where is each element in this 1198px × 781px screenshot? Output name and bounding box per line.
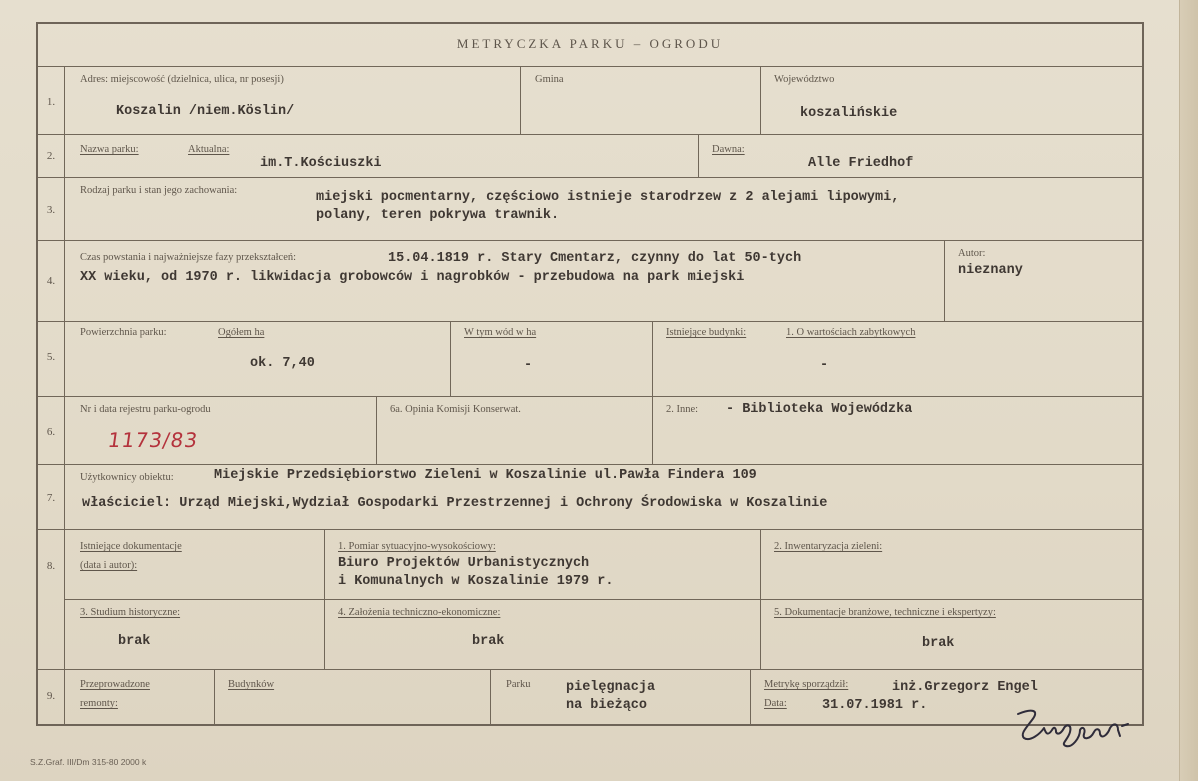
- row-divider: [38, 464, 1142, 465]
- address-label: Adres: miejscowość (dzielnica, ulica, nr posesji): [80, 74, 284, 85]
- register-label: Nr i data rejestru parku-ogrodu: [80, 404, 211, 415]
- col-divider: [214, 669, 215, 724]
- date-value: 31.07.1981 r.: [822, 698, 928, 713]
- signature: [1010, 700, 1140, 752]
- conservator-opinion-label: 6a. Opinia Komisji Konserwat.: [390, 404, 521, 415]
- study-label: 3. Studium historyczne:: [80, 607, 181, 618]
- col-divider: [652, 396, 653, 464]
- row-number: 4.: [46, 275, 56, 287]
- former-name-label: Dawna:: [712, 144, 745, 155]
- row-divider: [38, 321, 1142, 322]
- survey-value-line2: i Komunalnych w Koszalinie 1979 r.: [338, 574, 614, 589]
- buildings-renovations-label: Budynków: [228, 679, 275, 690]
- col-divider: [944, 240, 945, 321]
- total-area-value: ok. 7,40: [250, 356, 315, 371]
- row-divider: [38, 396, 1142, 397]
- col-divider: [698, 134, 699, 177]
- assumptions-value: brak: [472, 634, 505, 649]
- park-type-value-line1: miejski pocmentarny, częściowo istnieje starodrzew z 2 alejami lipowymi,: [316, 190, 900, 205]
- row-number: 9.: [46, 690, 56, 702]
- prepared-by-value: inż.Grzegorz Engel: [892, 680, 1038, 695]
- survey-value-line1: Biuro Projektów Urbanistycznych: [338, 556, 590, 571]
- gmina-label: Gmina: [535, 74, 564, 85]
- wojewodztwo-label: Województwo: [774, 74, 835, 85]
- form-title: METRYCZKA PARKU – OGRODU: [456, 36, 724, 51]
- col-divider: [490, 669, 491, 724]
- other-label: 2. Inne:: [666, 404, 699, 415]
- form-frame: [36, 22, 1144, 726]
- row-divider: [38, 240, 1142, 241]
- buildings-label: Istniejące budynki:: [666, 327, 747, 338]
- current-name-label: Aktualna:: [188, 144, 230, 155]
- row-number: 7.: [46, 492, 56, 504]
- renovations-label: Przeprowadzone: [80, 679, 150, 690]
- author-value: nieznany: [958, 263, 1023, 278]
- park-renovations-value-line1: pielęgnacja: [566, 680, 656, 695]
- col-divider: [760, 529, 761, 669]
- row-divider: [38, 669, 1142, 670]
- historic-buildings-value: -: [820, 358, 829, 373]
- park-name-label: Nazwa parku:: [80, 144, 139, 155]
- register-value: 1173/83: [106, 428, 200, 452]
- inventory-label: 2. Inwentaryzacja zieleni:: [774, 541, 883, 552]
- branch-docs-label: 5. Dokumentacje branżowe, techniczne i ekspertyzy:: [774, 607, 996, 618]
- area-label: Powierzchnia parku:: [80, 327, 167, 338]
- other-value: - Biblioteka Wojewódzka: [726, 402, 913, 417]
- print-footer: S.Z.Graf. III/Dm 315-80 2000 k: [30, 757, 147, 767]
- users-value: Miejskie Przedsiębiorstwo Zieleni w Koszalinie ul.Pawła Findera 109: [214, 468, 757, 483]
- row-divider: [38, 529, 1142, 530]
- history-value-line2: XX wieku, od 1970 r. likwidacja grobowców i nagrobków - przebudowa na park miejski: [80, 270, 745, 285]
- col-divider: [760, 66, 761, 134]
- col-divider: [376, 396, 377, 464]
- study-value: brak: [118, 634, 151, 649]
- row-number: 5.: [46, 351, 56, 363]
- row-number: 1.: [46, 96, 56, 108]
- history-label: Czas powstania i najważniejsze fazy przekształceń:: [80, 252, 297, 263]
- address-value: Koszalin /niem.Köslin/: [116, 104, 295, 119]
- existing-docs-sub-label: (data i autor):: [80, 560, 138, 571]
- renovations-label-2: remonty:: [80, 698, 118, 709]
- total-area-label: Ogółem ha: [218, 327, 265, 338]
- history-value-line1: 15.04.1819 r. Stary Cmentarz, czynny do lat 50-tych: [388, 251, 802, 266]
- park-renovations-label: Parku: [506, 679, 531, 690]
- historic-buildings-label: 1. O wartościach zabytkowych: [786, 327, 916, 338]
- row-number: 2.: [46, 150, 56, 162]
- water-area-value: -: [524, 358, 533, 373]
- row-divider: [38, 134, 1142, 135]
- users-label: Użytkownicy obiektu:: [80, 472, 174, 483]
- existing-docs-label: Istniejące dokumentacje: [80, 541, 182, 552]
- park-type-value-line2: polany, teren pokrywa trawnik.: [316, 208, 560, 223]
- survey-label: 1. Pomiar sytuacyjno-wysokościowy:: [338, 541, 496, 552]
- row-number: 3.: [46, 204, 56, 216]
- former-name-value: Alle Friedhof: [808, 156, 914, 171]
- author-label: Autor:: [958, 248, 986, 259]
- row-divider: [38, 177, 1142, 178]
- assumptions-label: 4. Założenia techniczno-ekonomiczne:: [338, 607, 501, 618]
- col-divider: [450, 321, 451, 396]
- row-divider: [38, 66, 1142, 67]
- number-column-line: [64, 66, 65, 724]
- row-subdivider: [64, 599, 1142, 600]
- col-divider: [324, 529, 325, 669]
- current-name-value: im.T.Kościuszki: [260, 156, 382, 171]
- park-type-label: Rodzaj parku i stan jego zachowania:: [80, 185, 238, 196]
- date-label: Data:: [764, 698, 787, 709]
- prepared-by-label: Metrykę sporządził:: [764, 679, 849, 690]
- col-divider: [520, 66, 521, 134]
- owner-value: właściciel: Urząd Miejski,Wydział Gospodarki Przestrzennej i Ochrony Środowiska w Koszalinie: [82, 496, 828, 511]
- col-divider: [750, 669, 751, 724]
- binding-edge: [1179, 0, 1198, 781]
- col-divider: [652, 321, 653, 396]
- row-number: 8.: [46, 560, 56, 572]
- park-renovations-value-line2: na bieżąco: [566, 698, 648, 713]
- wojewodztwo-value: koszalińskie: [800, 106, 898, 121]
- row-number: 6.: [46, 426, 56, 438]
- water-area-label: W tym wód w ha: [464, 327, 537, 338]
- branch-docs-value: brak: [922, 636, 955, 651]
